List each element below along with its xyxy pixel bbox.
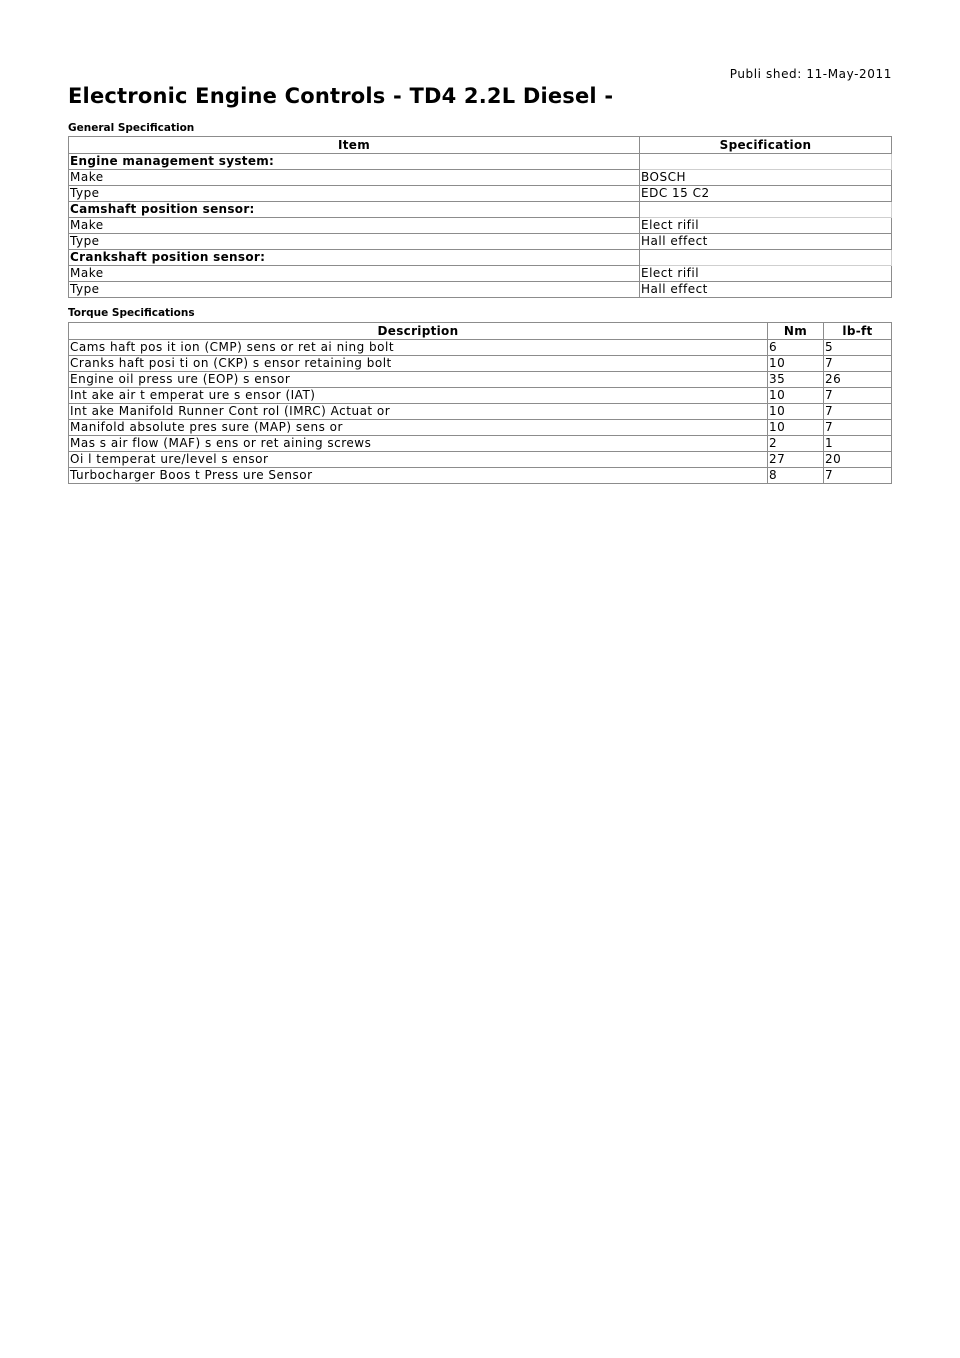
description-cell: Cams haft pos it ion (CMP) sens or ret ai ning bolt bbox=[69, 340, 768, 356]
specification-cell bbox=[640, 154, 892, 170]
table-row bbox=[69, 282, 892, 298]
item-cell: Type bbox=[69, 186, 640, 202]
specification-cell: BOSCH bbox=[640, 170, 892, 186]
specification-cell bbox=[640, 202, 892, 218]
item-cell: Make bbox=[69, 218, 640, 234]
torque-specifications-heading: Torque Specifications bbox=[68, 307, 195, 319]
column-header-specification: Specification bbox=[640, 137, 892, 154]
item-cell: Type bbox=[69, 282, 640, 298]
nm-cell: 10 bbox=[768, 356, 824, 372]
description-cell: Mas s air flow (MAF) s ens or ret aining screws bbox=[69, 436, 768, 452]
specification-cell: Elect rifil bbox=[640, 218, 892, 234]
page-title: Electronic Engine Controls - TD4 2.2L Diesel - bbox=[68, 84, 614, 108]
table-row bbox=[69, 452, 892, 468]
lb-ft-cell: 7 bbox=[824, 404, 892, 420]
lb-ft-cell: 1 bbox=[824, 436, 892, 452]
description-cell: Int ake air t emperat ure s ensor (IAT) bbox=[69, 388, 768, 404]
table-row bbox=[69, 234, 892, 250]
table-row bbox=[69, 436, 892, 452]
table-header-row bbox=[69, 323, 892, 340]
specification-cell: Elect rifil bbox=[640, 266, 892, 282]
lb-ft-cell: 26 bbox=[824, 372, 892, 388]
description-cell: Cranks haft posi ti on (CKP) s ensor retaining bolt bbox=[69, 356, 768, 372]
general-specification-body bbox=[69, 154, 892, 298]
description-cell: Oi l temperat ure/level s ensor bbox=[69, 452, 768, 468]
table-row bbox=[69, 420, 892, 436]
group-header-row bbox=[69, 202, 892, 218]
specification-cell: EDC 15 C2 bbox=[640, 186, 892, 202]
lb-ft-cell: 7 bbox=[824, 388, 892, 404]
nm-cell: 2 bbox=[768, 436, 824, 452]
group-header-row bbox=[69, 250, 892, 266]
nm-cell: 10 bbox=[768, 388, 824, 404]
table-row bbox=[69, 186, 892, 202]
item-cell: Type bbox=[69, 234, 640, 250]
table-row bbox=[69, 170, 892, 186]
table-row bbox=[69, 372, 892, 388]
specification-cell: Hall effect bbox=[640, 282, 892, 298]
nm-cell: 10 bbox=[768, 420, 824, 436]
nm-cell: 35 bbox=[768, 372, 824, 388]
group-label: Engine management system: bbox=[69, 154, 640, 170]
general-specification-heading: General Specification bbox=[68, 122, 195, 134]
table-row bbox=[69, 266, 892, 282]
table-row bbox=[69, 404, 892, 420]
description-cell: Int ake Manifold Runner Cont rol (IMRC) Actuat or bbox=[69, 404, 768, 420]
item-cell: Make bbox=[69, 266, 640, 282]
column-header-item: Item bbox=[69, 137, 640, 154]
lb-ft-cell: 7 bbox=[824, 356, 892, 372]
table-header-row bbox=[69, 137, 892, 154]
torque-specifications-table bbox=[68, 322, 892, 484]
nm-cell: 8 bbox=[768, 468, 824, 484]
torque-specifications-body bbox=[69, 340, 892, 484]
nm-cell: 6 bbox=[768, 340, 824, 356]
lb-ft-cell: 7 bbox=[824, 420, 892, 436]
group-label: Camshaft position sensor: bbox=[69, 202, 640, 218]
specification-cell: Hall effect bbox=[640, 234, 892, 250]
description-cell: Turbocharger Boos t Press ure Sensor bbox=[69, 468, 768, 484]
nm-cell: 10 bbox=[768, 404, 824, 420]
table-row bbox=[69, 388, 892, 404]
column-header-lb-ft: lb-ft bbox=[824, 323, 892, 340]
lb-ft-cell: 7 bbox=[824, 468, 892, 484]
column-header-nm: Nm bbox=[768, 323, 824, 340]
column-header-description: Description bbox=[69, 323, 768, 340]
specification-cell bbox=[640, 250, 892, 266]
table-row bbox=[69, 218, 892, 234]
item-cell: Make bbox=[69, 170, 640, 186]
table-row bbox=[69, 356, 892, 372]
group-header-row bbox=[69, 154, 892, 170]
published-date: Publi shed: 11-May-2011 bbox=[729, 67, 892, 81]
nm-cell: 27 bbox=[768, 452, 824, 468]
lb-ft-cell: 5 bbox=[824, 340, 892, 356]
lb-ft-cell: 20 bbox=[824, 452, 892, 468]
table-row bbox=[69, 340, 892, 356]
general-specification-table bbox=[68, 136, 892, 298]
description-cell: Manifold absolute pres sure (MAP) sens or bbox=[69, 420, 768, 436]
group-label: Crankshaft position sensor: bbox=[69, 250, 640, 266]
description-cell: Engine oil press ure (EOP) s ensor bbox=[69, 372, 768, 388]
table-row bbox=[69, 468, 892, 484]
